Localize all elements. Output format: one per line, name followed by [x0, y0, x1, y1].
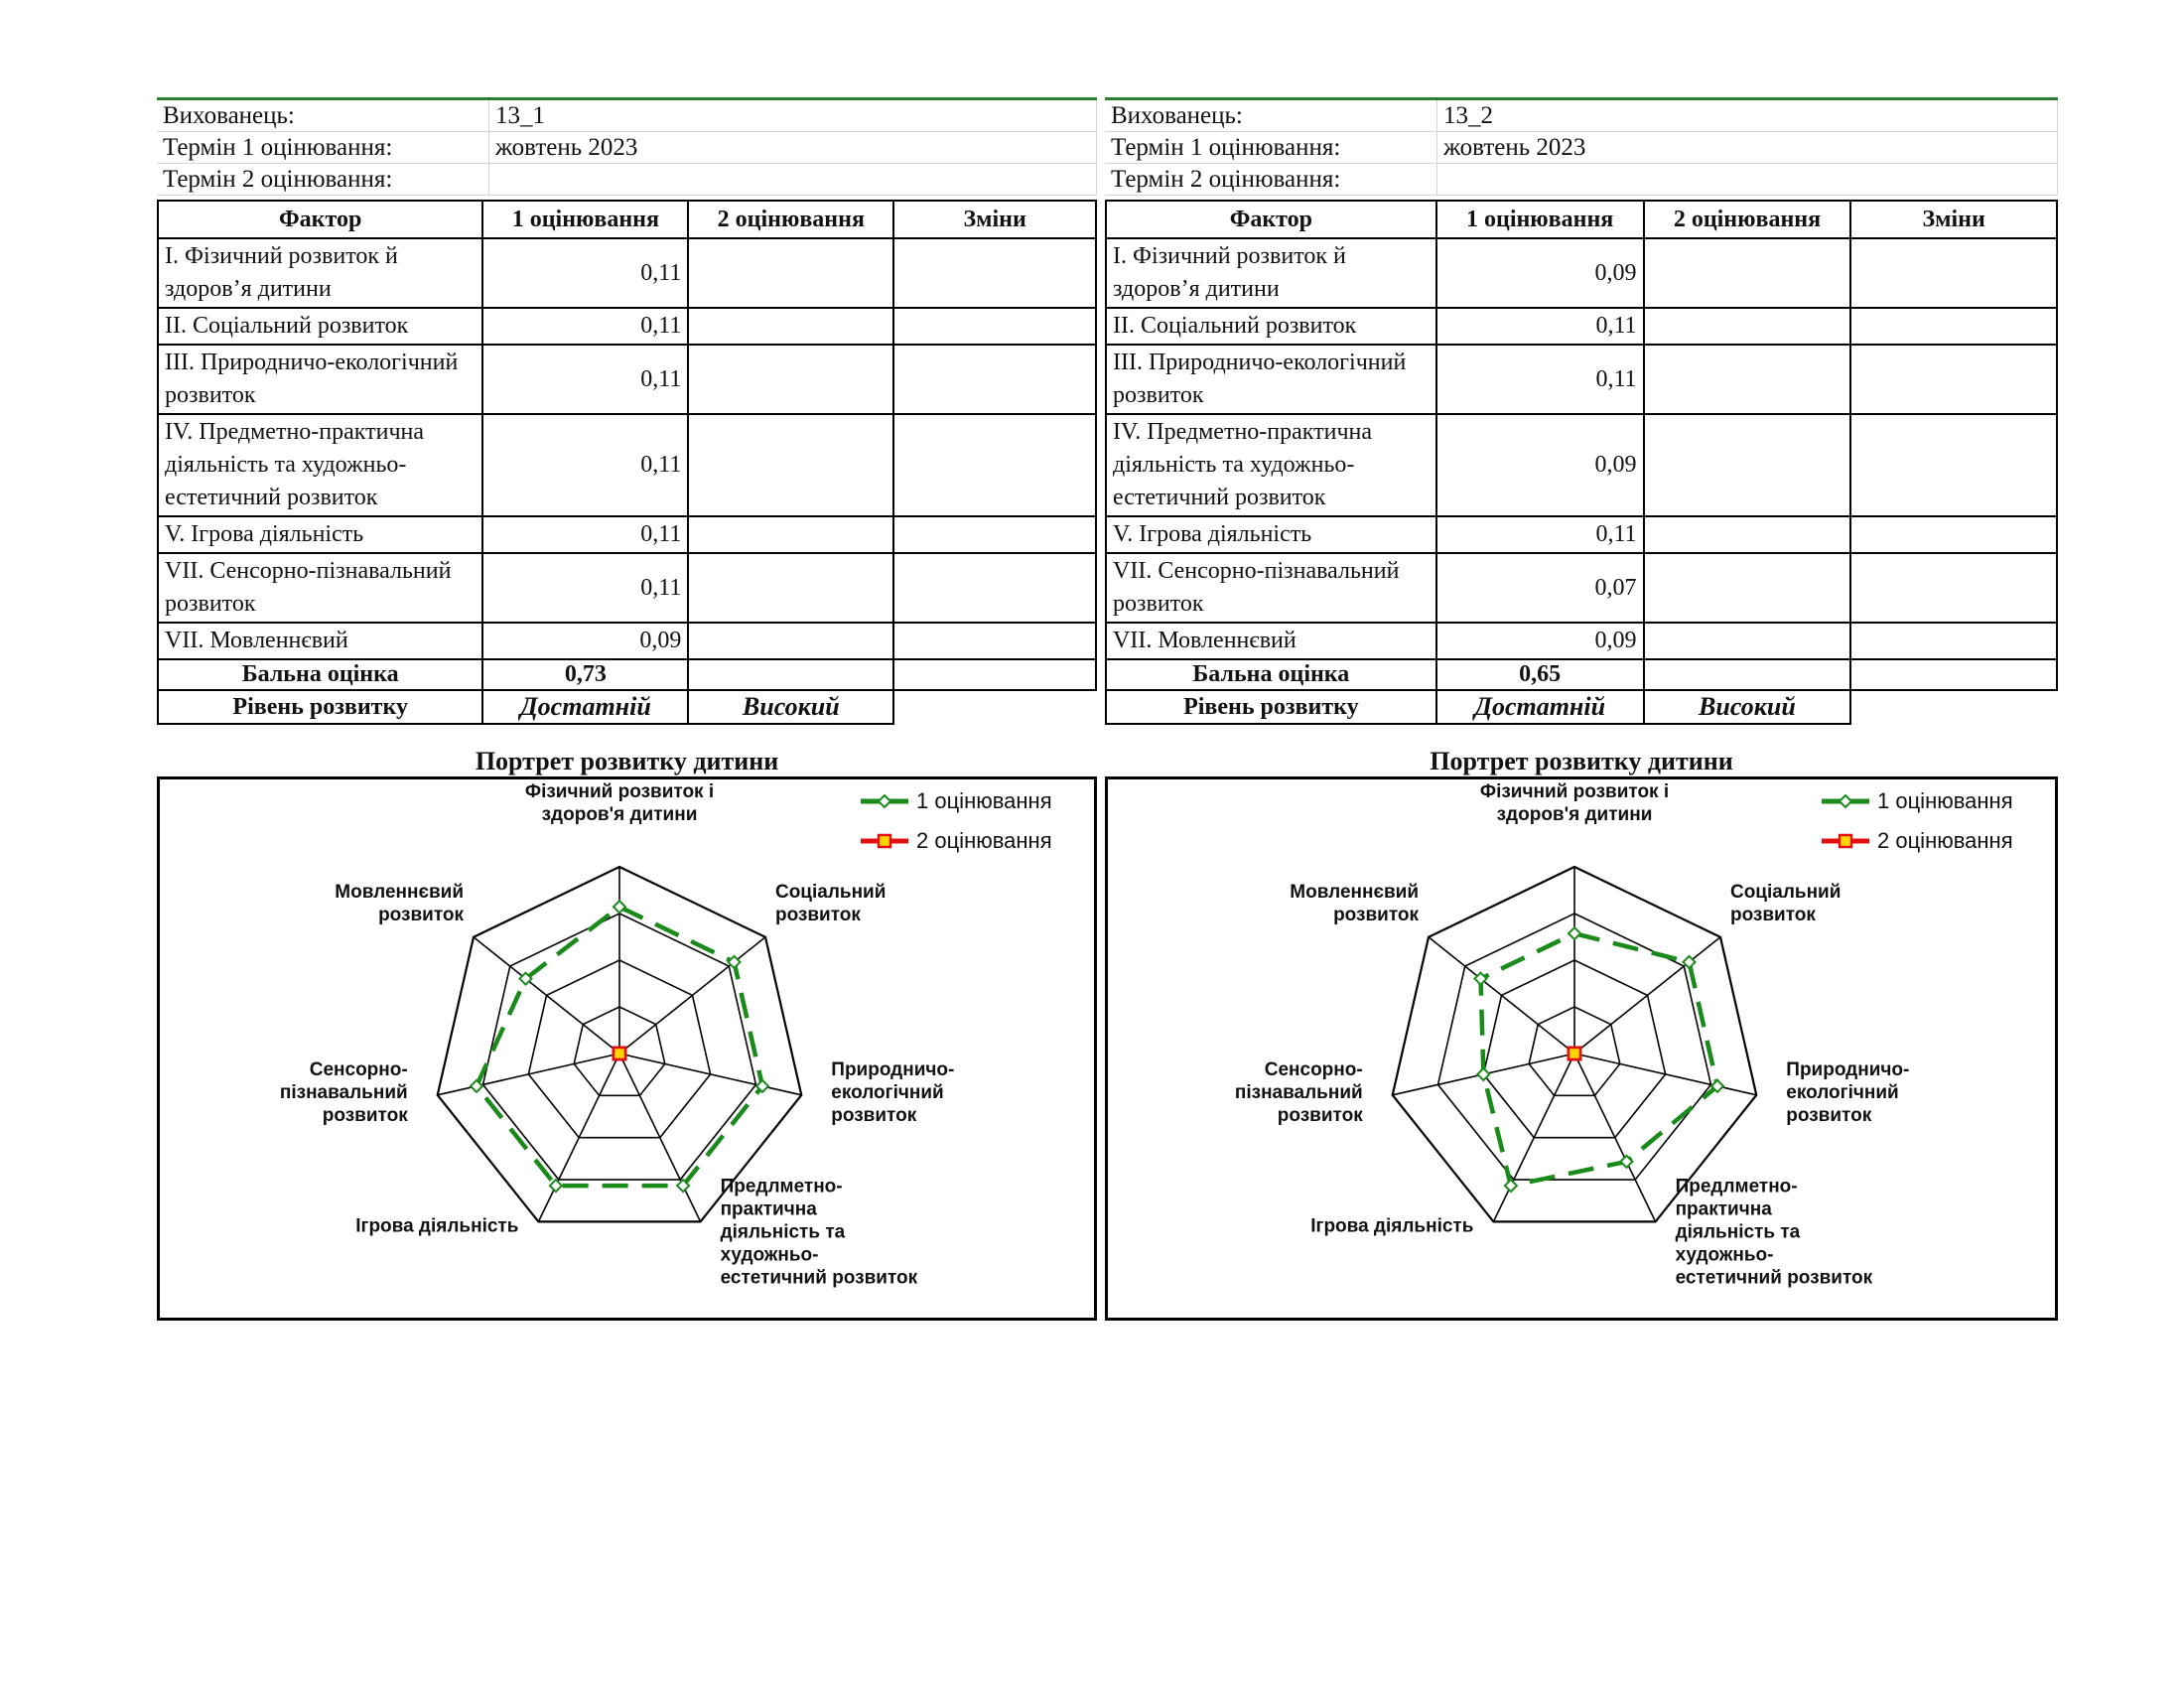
level-eval2[interactable]: Високий: [688, 690, 893, 724]
eval1-cell[interactable]: 0,11: [1436, 345, 1644, 414]
changes-cell[interactable]: [1850, 345, 2057, 414]
col-header-eval2: 2 оцінювання: [1644, 201, 1851, 238]
axis-label: Ігрова діяльність: [355, 1215, 519, 1237]
factor-cell[interactable]: ІІІ. Природничо-екологічний розвиток: [1106, 345, 1436, 414]
factor-cell[interactable]: І. Фізичний розвиток й здоров’я дитини: [158, 238, 482, 308]
factor-cell[interactable]: V. Ігрова діяльність: [1106, 516, 1436, 553]
eval1-cell[interactable]: 0,11: [482, 553, 688, 623]
level-eval2[interactable]: Високий: [1644, 690, 1851, 724]
factor-cell[interactable]: V. Ігрова діяльність: [158, 516, 482, 553]
level-changes-cell: [893, 690, 1096, 724]
legend-item: [861, 828, 1052, 853]
student-label: Вихованець:: [1105, 99, 1437, 132]
table-row: [1106, 308, 2057, 345]
table-row: [1106, 345, 2057, 414]
eval1-cell[interactable]: 0,09: [482, 623, 688, 659]
radar-spoke: [438, 1054, 619, 1095]
col-header-changes: Зміни: [893, 201, 1096, 238]
radar-chart-box[interactable]: [1105, 776, 2058, 1321]
eval2-cell[interactable]: [1644, 238, 1851, 308]
term1-value[interactable]: жовтень 2023: [1437, 132, 2058, 164]
legend-item: [1822, 788, 2013, 813]
legend-item: [1822, 828, 2013, 853]
eval1-cell[interactable]: 0,11: [482, 308, 688, 345]
col-header-eval1: 1 оцінювання: [1436, 201, 1644, 238]
table-row: [158, 623, 1096, 659]
axis-label: Мовленнєвий розвиток: [335, 881, 465, 925]
chart-title: Портрет розвитку дитини: [1430, 747, 1733, 775]
changes-cell[interactable]: [893, 308, 1096, 345]
axis-label: Предлметно-практична діяльність та художньо-естетичний розвиток: [1675, 1176, 1873, 1289]
factor-cell[interactable]: IV. Предметно-практична діяльність та художньо-естетичний розвиток: [158, 414, 482, 516]
score-eval2-cell[interactable]: [1644, 659, 1851, 690]
changes-cell[interactable]: [1850, 308, 2057, 345]
level-changes-cell: [1850, 690, 2057, 724]
score-changes-cell[interactable]: [893, 659, 1096, 690]
eval1-cell[interactable]: 0,11: [482, 345, 688, 414]
radar-chart: [1108, 779, 2055, 1318]
radar-grid: [438, 867, 802, 1221]
term1-value[interactable]: жовтень 2023: [489, 132, 1097, 164]
legend-label: 1 оцінювання: [1877, 788, 2013, 813]
term1-label: Термін 1 оцінювання:: [1105, 132, 1437, 164]
legend-marker: [1840, 835, 1851, 847]
axis-label: Природничо-екологічний розвиток: [1786, 1058, 1910, 1126]
score-value[interactable]: 0,65: [1436, 659, 1644, 690]
col-header-factor: Фактор: [1106, 201, 1436, 238]
term2-value[interactable]: [1437, 164, 2058, 196]
col-header-eval1: 1 оцінювання: [482, 201, 688, 238]
level-row: [158, 690, 1096, 724]
eval1-cell[interactable]: 0,09: [1436, 623, 1644, 659]
axis-label: Предлметно-практична діяльність та художньо-естетичний розвиток: [720, 1176, 918, 1289]
eval2-cell[interactable]: [1644, 516, 1851, 553]
level-eval1[interactable]: Достатній: [1436, 690, 1644, 724]
eval1-cell[interactable]: 0,11: [1436, 308, 1644, 345]
legend-label: 2 оцінювання: [1877, 828, 2013, 853]
factor-cell[interactable]: VII. Мовленнєвий: [158, 623, 482, 659]
eval2-cell[interactable]: [688, 308, 893, 345]
data-point: [550, 1180, 562, 1192]
axis-label: Соціальний розвиток: [774, 881, 887, 925]
series-2: [614, 1048, 625, 1059]
eval1-cell[interactable]: 0,09: [1436, 238, 1644, 308]
table-row: [158, 238, 1096, 308]
eval1-cell[interactable]: 0,11: [482, 516, 688, 553]
term2-label: Термін 2 оцінювання:: [1105, 164, 1437, 196]
term2-value[interactable]: [489, 164, 1097, 196]
axis-label: Фізичний розвиток і здоров'я дитини: [1479, 781, 1670, 825]
student-label: Вихованець:: [157, 99, 489, 132]
eval2-cell[interactable]: [688, 516, 893, 553]
axis-label: Сенсорно-пізнавальний розвиток: [279, 1058, 408, 1126]
radar-spoke: [619, 1054, 801, 1095]
axis-label: Сенсорно-пізнавальний розвиток: [1234, 1058, 1363, 1126]
legend-item: [861, 788, 1052, 813]
factor-cell[interactable]: ІІ. Соціальний розвиток: [158, 308, 482, 345]
score-label: Бальна оцінка: [1106, 659, 1436, 690]
data-point: [614, 1048, 625, 1059]
factor-cell[interactable]: VII. Сенсорно-пізнавальний розвиток: [158, 553, 482, 623]
table-row: [158, 345, 1096, 414]
col-header-eval2: 2 оцінювання: [688, 201, 893, 238]
info-table: [1105, 97, 2058, 196]
eval2-cell[interactable]: [688, 414, 893, 516]
table-row: [1106, 516, 2057, 553]
student-value[interactable]: 13_1: [489, 99, 1097, 132]
legend-label: 1 оцінювання: [916, 788, 1052, 813]
score-eval2-cell[interactable]: [688, 659, 893, 690]
score-changes-cell[interactable]: [1850, 659, 2057, 690]
factor-table: [157, 200, 1097, 725]
table-row: [1106, 238, 2057, 308]
eval1-cell[interactable]: 0,11: [482, 238, 688, 308]
eval2-cell[interactable]: [1644, 345, 1851, 414]
score-label: Бальна оцінка: [158, 659, 482, 690]
col-header-changes: Зміни: [1850, 201, 2057, 238]
radar-grid: [1393, 867, 1757, 1221]
score-row: [1106, 659, 2057, 690]
radar-spoke: [1429, 937, 1574, 1054]
eval2-cell[interactable]: [688, 345, 893, 414]
chart-title: Портрет розвитку дитини: [475, 747, 779, 775]
eval1-cell[interactable]: 0,11: [1436, 516, 1644, 553]
eval2-cell[interactable]: [688, 238, 893, 308]
table-row: [158, 414, 1096, 516]
data-point: [1569, 1048, 1580, 1059]
eval1-cell[interactable]: 0,09: [1436, 414, 1644, 516]
term1-label: Термін 1 оцінювання:: [157, 132, 489, 164]
changes-cell[interactable]: [1850, 238, 2057, 308]
table-row: [1106, 623, 2057, 659]
changes-cell[interactable]: [1850, 414, 2057, 516]
level-eval1[interactable]: Достатній: [482, 690, 688, 724]
score-row: [158, 659, 1096, 690]
series-2: [1569, 1048, 1580, 1059]
score-value[interactable]: 0,73: [482, 659, 688, 690]
factor-cell[interactable]: IV. Предметно-практична діяльність та художньо-естетичний розвиток: [1106, 414, 1436, 516]
info-table: [157, 97, 1097, 196]
eval1-cell[interactable]: 0,07: [1436, 553, 1644, 623]
legend-label: 2 оцінювання: [916, 828, 1052, 853]
legend-marker: [879, 795, 890, 807]
legend-marker: [1840, 795, 1851, 807]
legend-marker: [879, 835, 890, 847]
table-row: [1106, 553, 2057, 623]
eval2-cell[interactable]: [688, 623, 893, 659]
radar-spoke: [474, 937, 619, 1054]
factor-cell[interactable]: ІІІ. Природничо-екологічний розвиток: [158, 345, 482, 414]
eval2-cell[interactable]: [1644, 623, 1851, 659]
changes-cell[interactable]: [893, 516, 1096, 553]
changes-cell[interactable]: [893, 238, 1096, 308]
level-label: Рівень розвитку: [1106, 690, 1436, 724]
eval2-cell[interactable]: [688, 553, 893, 623]
data-point: [1505, 1180, 1517, 1192]
changes-cell[interactable]: [893, 345, 1096, 414]
axis-label: Фізичний розвиток і здоров'я дитини: [524, 781, 715, 825]
evaluation-sheet-1: [157, 97, 1097, 1321]
col-header-factor: Фактор: [158, 201, 482, 238]
term2-label: Термін 2 оцінювання:: [157, 164, 489, 196]
axis-label: Соціальний розвиток: [1729, 881, 1842, 925]
eval2-cell[interactable]: [1644, 414, 1851, 516]
factor-table: [1105, 200, 2058, 725]
changes-cell[interactable]: [893, 414, 1096, 516]
eval1-cell[interactable]: 0,11: [482, 414, 688, 516]
factor-cell[interactable]: І. Фізичний розвиток й здоров’я дитини: [1106, 238, 1436, 308]
level-row: [1106, 690, 2057, 724]
eval2-cell[interactable]: [1644, 553, 1851, 623]
factor-cell[interactable]: VII. Мовленнєвий: [1106, 623, 1436, 659]
evaluation-sheet-2: [1105, 97, 2058, 1321]
factor-cell[interactable]: VII. Сенсорно-пізнавальний розвиток: [1106, 553, 1436, 623]
table-row: [158, 553, 1096, 623]
radar-spoke: [1574, 937, 1720, 1054]
data-point: [1569, 927, 1580, 939]
axis-label: Ігрова діяльність: [1310, 1215, 1474, 1237]
axis-label: Природничо-екологічний розвиток: [831, 1058, 955, 1126]
changes-cell[interactable]: [1850, 553, 2057, 623]
table-row: [1106, 414, 2057, 516]
table-row: [158, 308, 1096, 345]
table-row: [158, 516, 1096, 553]
changes-cell[interactable]: [1850, 516, 2057, 553]
student-value[interactable]: 13_2: [1437, 99, 2058, 132]
level-label: Рівень розвитку: [158, 690, 482, 724]
axis-label: Мовленнєвий розвиток: [1290, 881, 1420, 925]
changes-cell[interactable]: [893, 623, 1096, 659]
changes-cell[interactable]: [1850, 623, 2057, 659]
factor-cell[interactable]: ІІ. Соціальний розвиток: [1106, 308, 1436, 345]
radar-spoke: [1574, 1054, 1756, 1095]
radar-chart: [160, 779, 1094, 1318]
changes-cell[interactable]: [893, 553, 1096, 623]
eval2-cell[interactable]: [1644, 308, 1851, 345]
radar-chart-box[interactable]: [157, 776, 1097, 1321]
